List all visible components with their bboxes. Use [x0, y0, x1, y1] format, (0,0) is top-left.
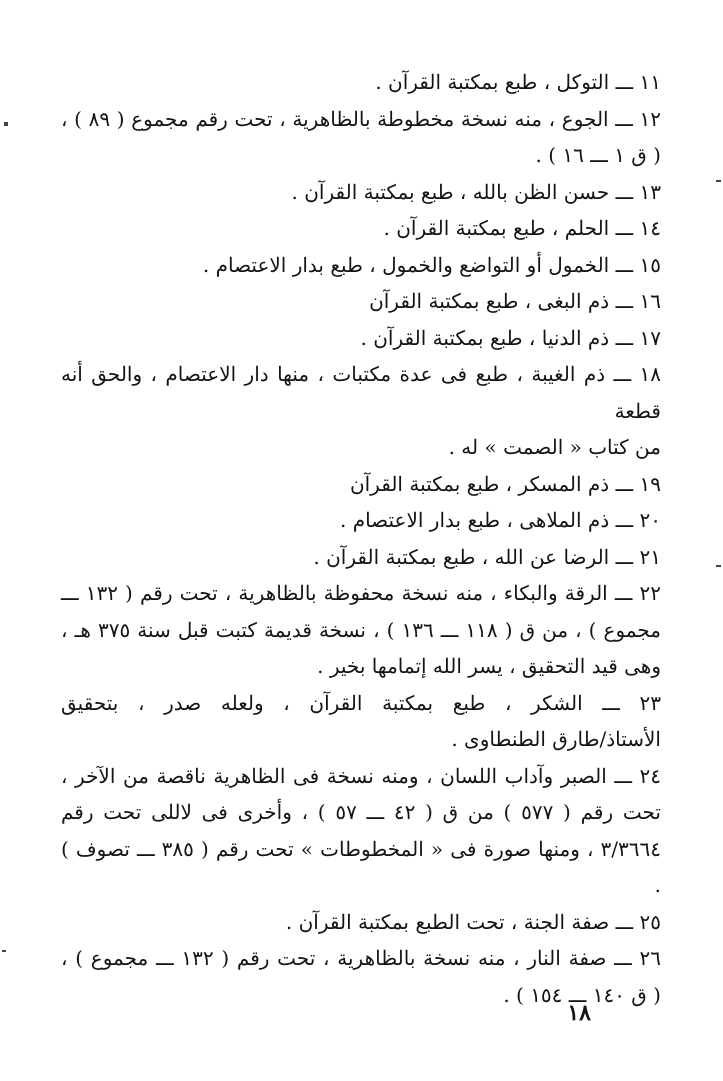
entry-19: [61, 466, 661, 503]
entry-line: ٣/٣٦٦٤ ، ومنها صورة فى « المخطوطات » تحت رقم ( ٣٨٥ ـــ تصوف ) .: [61, 836, 661, 897]
page-number: ١٨: [567, 1000, 591, 1026]
entry-23: [61, 685, 661, 758]
entry-line: الأستاذ/طارق الطنطاوى .: [451, 727, 661, 751]
entry-11: [61, 64, 661, 101]
entry-13: [61, 174, 661, 211]
entry-14: [61, 210, 661, 247]
entry-line: ٢٠ ـــ ذم الملاهى ، طبع بدار الاعتصام .: [339, 508, 661, 532]
entry-15: [61, 247, 661, 284]
margin-tick: [716, 180, 721, 182]
entry-24: [61, 758, 661, 904]
entry-16: [61, 283, 661, 320]
margin-tick: [4, 122, 8, 126]
entry-25: [61, 904, 661, 941]
entry-line: ٢٢ ـــ الرقة والبكاء ، منه نسخة محفوظة بالظاهرية ، تحت رقم ( ١٣٢ ـــ: [61, 581, 662, 605]
entry-line: ١٨ ـــ ذم الغيبة ، طبع فى عدة مكتبات ، منها دار الاعتصام ، والحق أنه قطعة: [61, 362, 661, 423]
entry-22: [61, 575, 661, 685]
entry-line: ٢٦ ـــ صفة النار ، منه نسخة بالظاهرية ، تحت رقم ( ١٣٢ ـــ مجموع ) ،: [61, 946, 661, 970]
entry-line: مجموع ) ، من ق ( ١١٨ ـــ ١٣٦ ) ، نسخة قديمة كتبت قبل سنة ٣٧٥ هـ ،: [61, 617, 661, 642]
margin-tick: [2, 950, 6, 952]
document-body: [61, 64, 661, 1013]
entry-line: ١٦ ـــ ذم البغى ، طبع بمكتبة القرآن: [369, 289, 661, 313]
entry-line: ١١ ـــ التوكل ، طبع بمكتبة القرآن .: [375, 70, 661, 94]
entry-line: ٢١ ـــ الرضا عن الله ، طبع بمكتبة القرآن .: [313, 544, 661, 569]
entry-line: ١٢ ـــ الجوع ، منه نسخة مخطوطة بالظاهرية ، تحت رقم مجموع ( ٨٩ ) ،: [61, 106, 662, 131]
entry-line: تحت رقم ( ٥٧٧ ) من ق ( ٤٢ ـــ ٥٧ ) ، وأخرى فى لاللى تحت رقم: [61, 800, 661, 824]
entry-line: ١٥ ـــ الخمول أو التواضع والخمول ، طبع بدار الاعتصام .: [202, 252, 661, 277]
entry-line: ١٤ ـــ الحلم ، طبع بمكتبة القرآن .: [383, 216, 661, 240]
entry-line: ( ق ١ ـــ ١٦ ) .: [535, 143, 661, 167]
entry-18: [61, 356, 661, 466]
entry-line: ١٩ ـــ ذم المسكر ، طبع بمكتبة القرآن: [349, 471, 661, 496]
entry-line: ٢٣ ـــ الشكر ، طبع بمكتبة القرآن ، ولعله صدر ، بتحقيق: [61, 690, 661, 715]
entry-line: ١٧ ـــ ذم الدنيا ، طبع بمكتبة القرآن .: [360, 325, 661, 350]
entry-21: [61, 539, 661, 576]
margin-tick: [716, 565, 721, 567]
entry-line: ٢٤ ـــ الصبر وآداب اللسان ، ومنه نسخة فى الظاهرية ناقصة من الآخر ،: [61, 763, 661, 788]
entry-line: من كتاب « الصمت » له .: [448, 435, 661, 459]
entry-line: وهى قيد التحقيق ، يسر الله إتمامها بخير .: [317, 654, 661, 678]
entry-line: ١٣ ـــ حسن الظن بالله ، طبع بمكتبة القرآن .: [291, 179, 661, 204]
entry-20: [61, 502, 661, 539]
entry-line: ٢٥ ـــ صفة الجنة ، تحت الطبع بمكتبة القرآن .: [285, 909, 661, 934]
entry-line: ( ق ١٤٠ ـــ ١٥٤ ) .: [503, 982, 661, 1007]
entry-12: [61, 101, 661, 174]
entry-17: [61, 320, 661, 357]
